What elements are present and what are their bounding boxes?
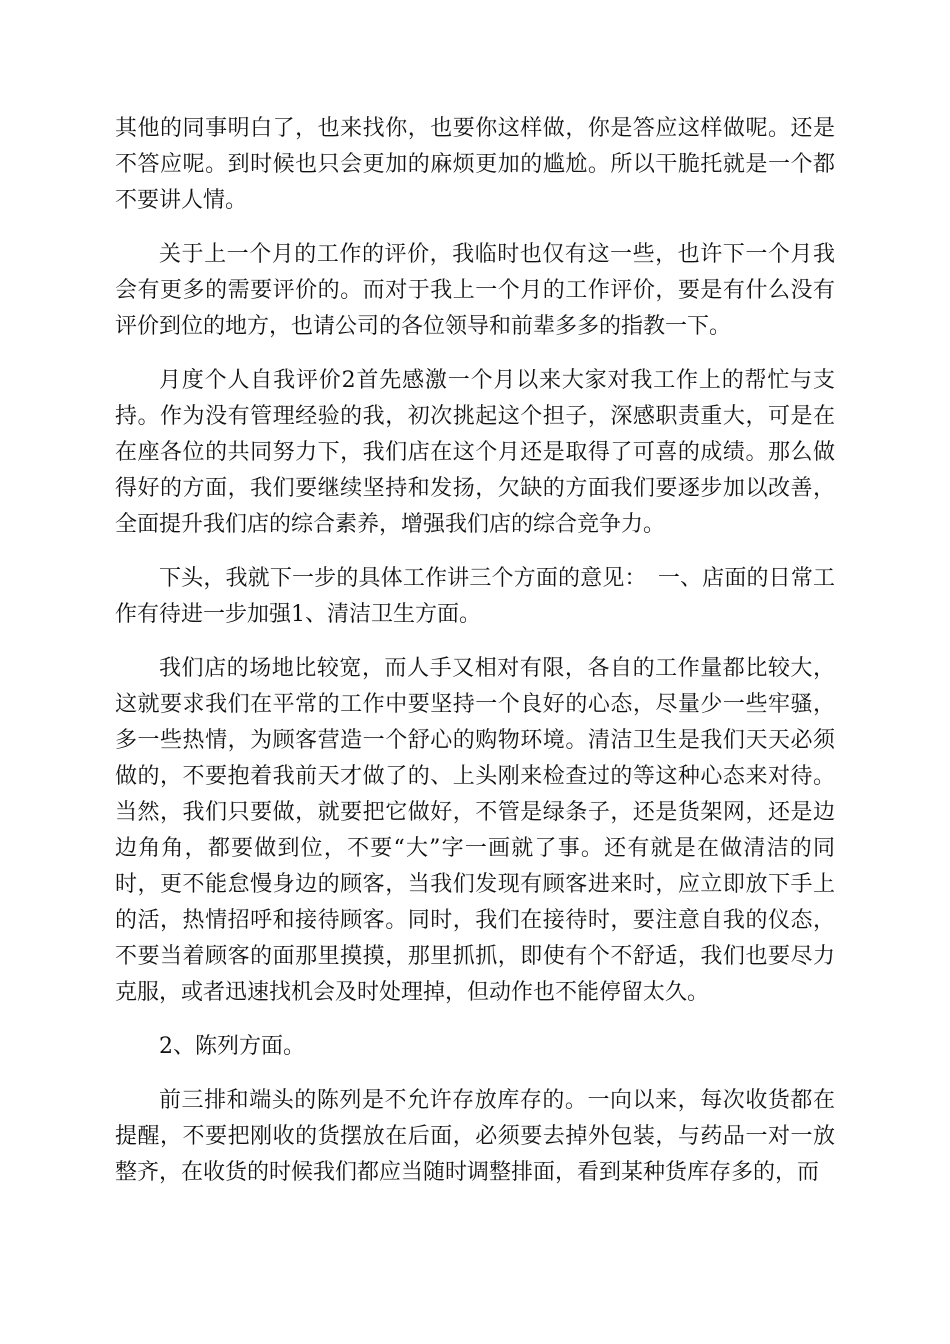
- paragraph-7: 前三排和端头的陈列是不允许存放库存的。一向以来，每次收货都在提醒，不要把刚收的货摆放在后面，必须要去掉外包装，与药品一对一放整齐，在收货的时候我们都应当随时调整排面，看到某种货库存多的，而: [115, 1088, 835, 1185]
- paragraph-2: 关于上一个月的工作的评价，我临时也仅有这一些，也许下一个月我会有更多的需要评价的。而对于我上一个月的工作评价，要是有什么没有评价到位的地方，也请公司的各位领导和前辈多多的指教一下。: [115, 242, 835, 339]
- paragraph-3: 月度个人自我评价2首先感激一个月以来大家对我工作上的帮忙与支持。作为没有管理经验的我，初次挑起这个担子，深感职责重大，可是在在座各位的共同努力下，我们店在这个月还是取得了可喜的成绩。那么做得好的方面，我们要继续坚持和发扬，欠缺的方面我们要逐步加以改善，全面提升我们店的综合素养，增强我们店的综合竞争力。: [115, 368, 835, 537]
- paragraph-5: 我们店的场地比较宽，而人手又相对有限，各自的工作量都比较大，这就要求我们在平常的工作中要坚持一个良好的心态，尽量少一些牢骚，多一些热情，为顾客营造一个舒心的购物环境。清洁卫生是我们天天必须做的，不要抱着我前天才做了的、上头刚来检查过的等这种心态来对待。当然，我们只要做，就要把它做好，不管是绿条子，还是货架网，还是边边角角，都要做到位，不要“大”字一画就了事。还有就是在做清洁的同时，更不能怠慢身边的顾客，当我们发现有顾客进来时，应立即放下手上的活，热情招呼和接待顾客。同时，我们在接待时，要注意自我的仪态，不要当着顾客的面那里摸摸，那里抓抓，即使有个不舒适，我们也要尽力克服，或者迅速找机会及时处理掉，但动作也不能停留太久。: [115, 656, 835, 1005]
- paragraph-6: 2、陈列方面。: [159, 1034, 305, 1059]
- paragraph-1: 其他的同事明白了，也来找你，也要你这样做，你是答应这样做呢。还是不答应呢。到时候也只会更加的麻烦更加的尴尬。所以干脆托就是一个都不要讲人情。: [115, 116, 835, 213]
- document-body: [115, 111, 835, 1209]
- paragraph-4: 下头，我就下一步的具体工作讲三个方面的意见： 一、店面的日常工作有待进一步加强1、清洁卫生方面。: [115, 566, 835, 627]
